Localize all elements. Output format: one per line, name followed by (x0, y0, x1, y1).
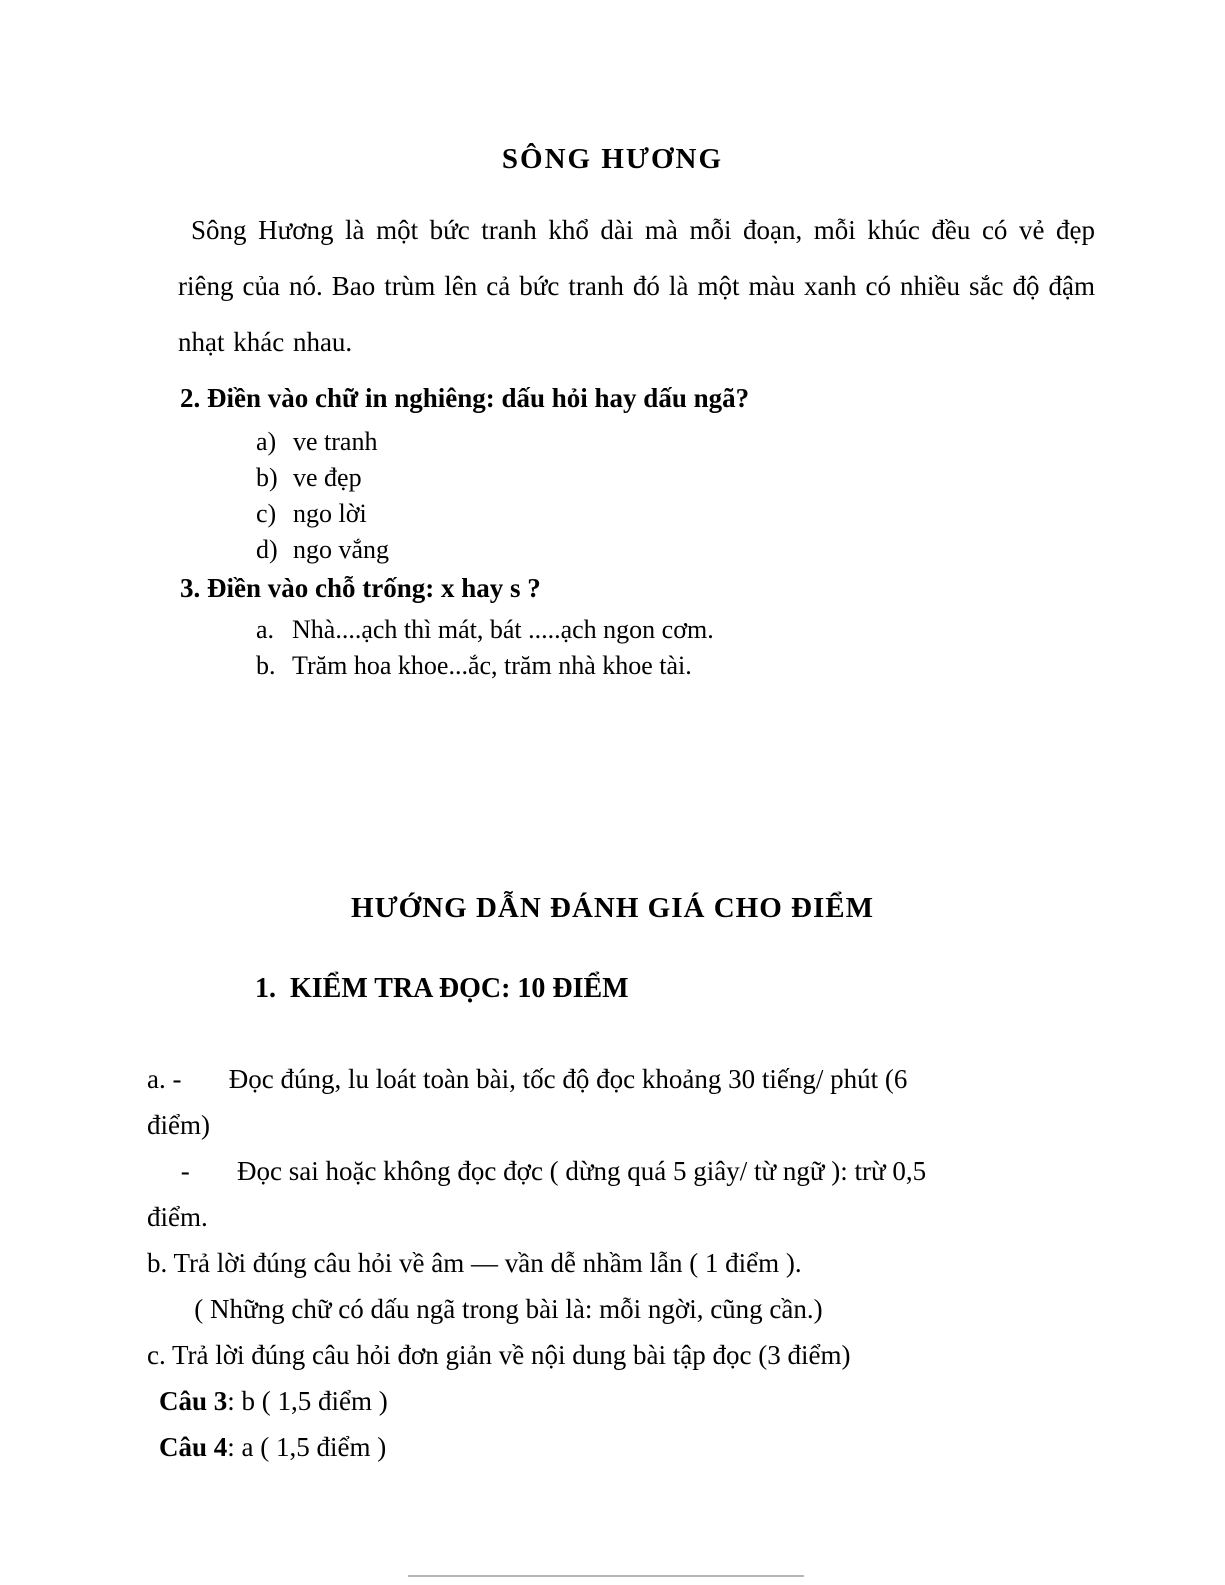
question3-heading: 3. Điền vào chỗ trống: x hay s ? (180, 573, 541, 603)
answer-line (159, 1378, 1225, 1424)
question3-items (256, 612, 1225, 684)
exercise-marker: b. (256, 651, 276, 680)
guide-line: c. Trả lời đúng câu hỏi đơn giản về nội dung bài tập đọc (3 điểm) (147, 1340, 851, 1370)
answer-label: Câu 4 (159, 1432, 228, 1462)
option-c (256, 496, 1225, 532)
option-text: ve tranh (293, 427, 378, 456)
reading-section-heading: 1. KIỂM TRA ĐỌC: 10 ĐIỂM (255, 973, 629, 1004)
exercise-marker: a. (256, 615, 275, 644)
exercise-text: Nhà....ạch thì mát, bát .....ạch ngon cơm. (292, 615, 714, 644)
option-text: ngo vắng (293, 535, 390, 564)
document-title: SÔNG HƯƠNG (501, 143, 724, 175)
exercise-b (256, 648, 1225, 684)
question2-options (256, 424, 1225, 568)
answer-key (159, 1378, 1225, 1470)
page-bottom-border (408, 1575, 804, 1577)
guide-criteria (147, 1056, 1185, 1378)
option-d (256, 532, 1225, 568)
answer-label: Câu 3 (159, 1386, 228, 1416)
answer-line (159, 1424, 1225, 1470)
guide-line: điểm) (147, 1110, 210, 1140)
answer-text: : b ( 1,5 điểm ) (227, 1386, 388, 1416)
answer-text: : a ( 1,5 điểm ) (227, 1432, 387, 1462)
guide-line: điểm. (147, 1202, 208, 1232)
option-marker: b) (256, 463, 278, 492)
option-text: ngo lời (293, 499, 367, 528)
option-a (256, 424, 1225, 460)
guide-heading: HƯỚNG DẪN ĐÁNH GIÁ CHO ĐIỂM (351, 892, 874, 924)
question2-heading: 2. Điền vào chữ in nghiêng: dấu hỏi hay dấu ngã? (180, 383, 750, 413)
exercise-a (256, 612, 1225, 648)
guide-line: - Đọc sai hoặc không đọc đợc ( dừng quá 5 giây/ từ ngữ ): trừ 0,5 (147, 1156, 927, 1186)
guide-line: a. - Đọc đúng, lu loát toàn bài, tốc độ đọc khoảng 30 tiếng/ phút (6 (147, 1064, 908, 1094)
option-text: ve đẹp (293, 463, 362, 492)
option-b (256, 460, 1225, 496)
guide-line: b. Trả lời đúng câu hỏi về âm — vần dễ nhầm lẫn ( 1 điểm ). (147, 1248, 802, 1278)
exercise-text: Trăm hoa khoe...ắc, trăm nhà khoe tài. (292, 651, 692, 680)
guide-line: ( Những chữ có dấu ngã trong bài là: mỗi ngời, cũng cần.) (147, 1294, 823, 1324)
option-marker: c) (256, 499, 277, 528)
option-marker: a) (256, 427, 277, 456)
intro-paragraph: Sông Hương là một bức tranh khổ dài mà mỗi đoạn, mỗi khúc đều có vẻ đẹp riêng của nó. Bao trùm lên cả bức tranh đó là một màu xanh có nhiều sắc độ đậm nhạt khác nhau. (178, 215, 1095, 357)
option-marker: d) (256, 535, 278, 564)
